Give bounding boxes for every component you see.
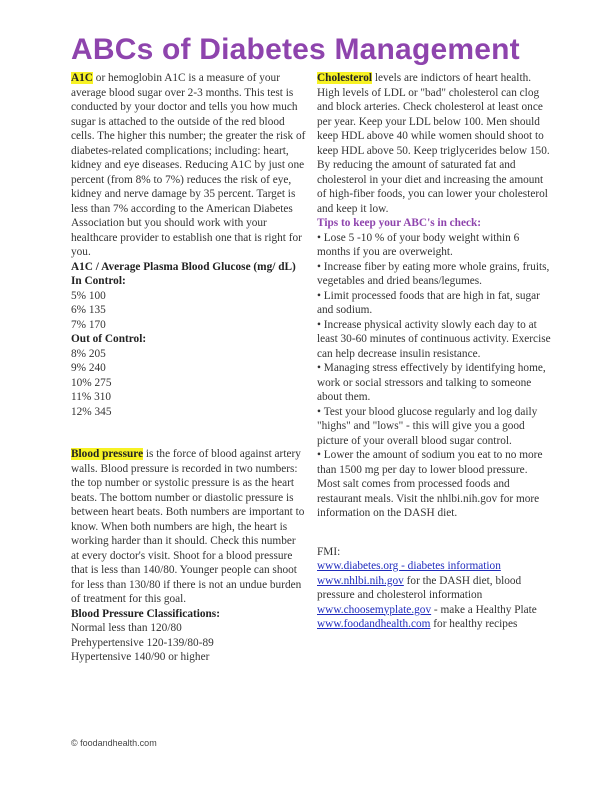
fmi-entry-desc: for healthy recipes (430, 618, 518, 630)
a1c-term: A1C (71, 72, 93, 84)
bp-classification: Prehypertensive 120-139/80-89 (71, 636, 214, 649)
spacer (71, 419, 306, 433)
fmi-entry (317, 603, 553, 618)
in-control-row: 6% 135 (71, 304, 106, 316)
out-control-row: 12% 345 (71, 405, 112, 418)
tips-heading: Tips to keep your ABC's in check: (317, 217, 482, 229)
bp-classification: Normal less than 120/80 (71, 622, 182, 634)
out-control-row: 11% 310 (71, 391, 112, 403)
bp-classifications-heading: Blood Pressure Classifications: (71, 607, 220, 620)
in-control-label: In Control: (71, 275, 126, 287)
a1c-table-heading: A1C / Average Plasma Blood Glucose (mg/ dL) (71, 260, 296, 273)
choosemyplate-link[interactable]: www.choosemyplate.gov (317, 603, 432, 616)
diabetes-org-link[interactable]: www.diabetes.org - diabetes information (317, 560, 501, 572)
out-control-label: Out of Control: (71, 333, 147, 345)
spacer (317, 535, 553, 545)
bp-classification: Hypertensive 140/90 or higher (71, 651, 210, 663)
nhlbi-link[interactable]: www.nhlbi.nih.gov (317, 574, 404, 587)
left-column (71, 71, 306, 665)
blood-pressure-text: is the force of blood against artery walls. Blood pressure is recorded in two numbers: the top number or systolic pressure is as the heart beats. The bottom number or diastolic pressure is between heart beats. Both numbers are important to know. When both numbers are high, the heart is working harder than it should. Check this number at every doctor's visit. Shoot for a blood pressure that is less than 140/80. Younger people can shoot for less than 130/80 if there is not an undue burden of treatment for this goal. (71, 448, 305, 605)
out-control-row: 8% 205 (71, 347, 106, 360)
in-control-row: 7% 170 (71, 318, 106, 331)
tip-item: • Lose 5 -10 % of your body weight within 6 months if you are overweight. (317, 231, 553, 260)
cholesterol-paragraph (317, 71, 553, 216)
right-column (317, 71, 553, 632)
copyright-footer: © foodandhealth.com (71, 738, 157, 748)
foodandhealth-link[interactable]: www.foodandhealth.com (317, 618, 431, 630)
fmi-entry-desc: - make a Healthy Plate (431, 603, 537, 616)
out-control-row: 10% 275 (71, 376, 112, 389)
tip-item: • Increase physical activity slowly each day to at least 30-60 minutes of continuous activity. Exercise can help decrease insulin resistance. (317, 318, 553, 362)
tip-item: • Increase fiber by eating more whole grains, fruits, vegetables and dried beans/legumes. (317, 260, 553, 289)
out-control-row: 9% 240 (71, 362, 106, 374)
cholesterol-text: levels are indictors of heart health. High levels of LDL or "bad" cholesterol can clog and block arteries. Check cholesterol at least once per year. Keep your LDL below 100. Men should keep HDL above 40 while women should shoot to keep HDL above 50. Keep triglycerides below 150. By reducing the amount of saturated fat and cholesterol in your diet and increasing the amount of high-fiber foods, you can lower your cholesterol and keep it low. (317, 72, 550, 215)
in-control-row: 5% 100 (71, 289, 106, 302)
blood-pressure-paragraph (71, 447, 306, 607)
cholesterol-term: Cholesterol (317, 72, 373, 84)
fmi-label: FMI: (317, 545, 341, 558)
a1c-text: or hemoglobin A1C is a measure of your average blood sugar over 2-3 months. This test is conducted by your doctor and tells you how much sugar is attached to the outside of the red blood cells. The higher this number; the greater the risk of diabetes-related complications; including: heart, kidney and eye diseases. Reducing A1C by just one percent (from 8% to 7%) reduces the risk of eye, kidney and nerve damage by 35 percent. Target is less than 7% according to the American Diabetes Association but you should work with your healthcare provider to establish one that is right for you. (71, 72, 306, 258)
fmi-entry (317, 617, 553, 632)
tip-item: • Limit processed foods that are high in fat, sugar and sodium. (317, 289, 553, 318)
tip-item: • Managing stress effectively by identifying home, work or social stressors and talking to someone about them. (317, 361, 553, 405)
fmi-entry-desc: for the DASH diet, blood pressure and cholesterol information (317, 574, 522, 601)
blood-pressure-term: Blood pressure (71, 448, 144, 460)
fmi-entry (317, 574, 553, 603)
tip-item: • Lower the amount of sodium you eat to no more than 1500 mg per day to lower blood pressure. Most salt comes from processed foods and restaurant meals. Visit the nhlbi.nih.gov for more information on the DASH diet. (317, 448, 553, 521)
fmi-entry (317, 559, 553, 574)
a1c-paragraph (71, 71, 306, 260)
page-title: ABCs of Diabetes Management (71, 33, 520, 66)
spacer (317, 521, 553, 535)
tip-item: • Test your blood glucose regularly and log daily "highs" and "lows" - this will give you a good picture of your overall blood sugar control. (317, 405, 553, 449)
spacer (71, 433, 306, 447)
